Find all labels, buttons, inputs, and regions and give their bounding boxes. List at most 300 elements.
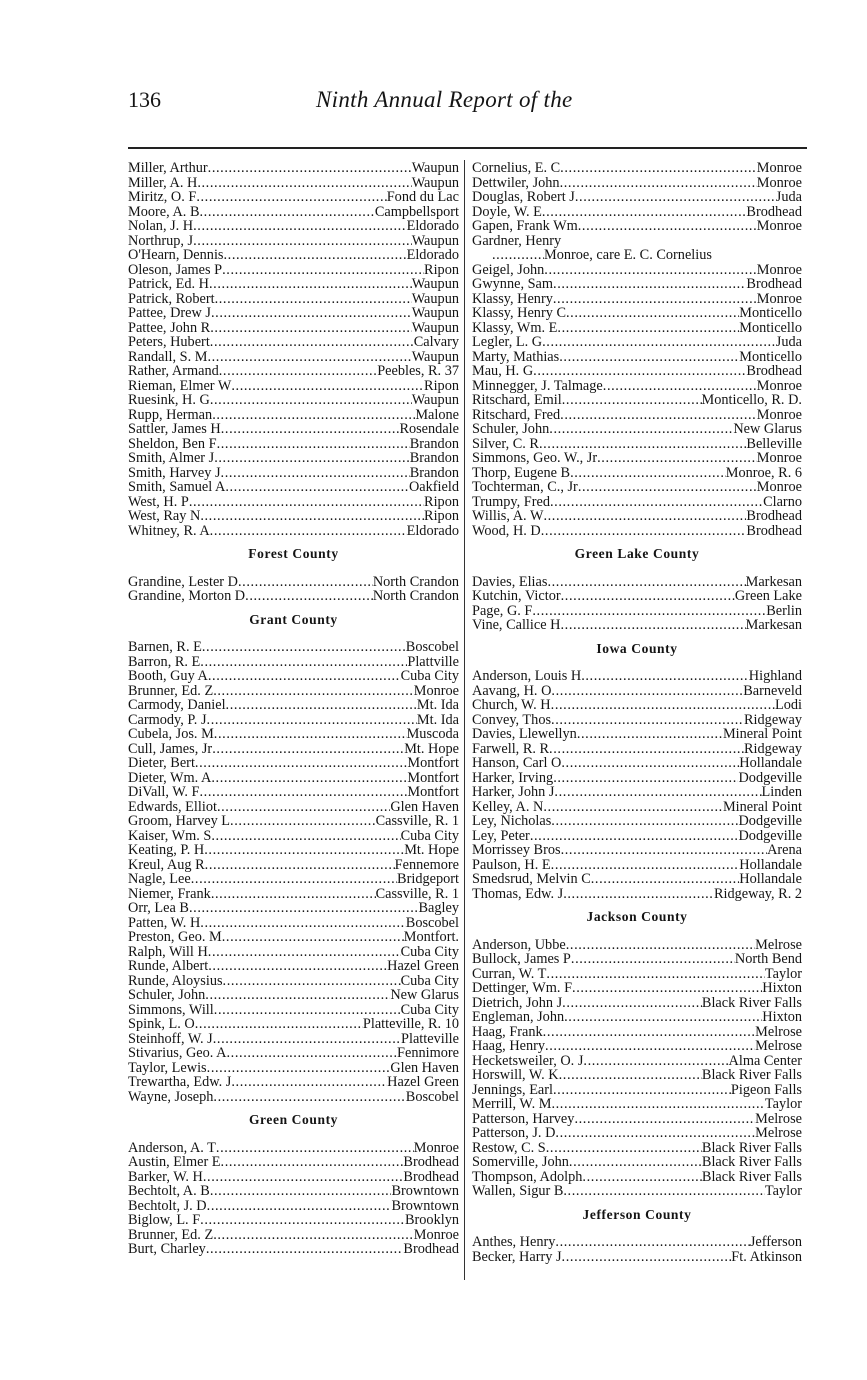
entry-place: Montfort [407,785,459,800]
entry-place: Ripon [424,509,459,524]
entry-name: Mau, H. G [472,364,534,379]
entry-name: Harker, John J [472,785,555,800]
dot-leader [561,843,768,858]
dot-leader [203,1170,404,1185]
entry-place: Cuba City [400,1002,459,1017]
entry-name: Aavang, H. O [472,683,552,698]
list-item [472,938,802,953]
county-section [472,547,802,633]
dot-leader [591,872,740,887]
list-item [128,190,459,205]
list-item [128,829,459,844]
entry-list [472,161,802,538]
dot-leader [197,176,411,191]
list-item [472,350,802,365]
dot-leader [231,1075,387,1090]
list-item [472,843,802,858]
entry-name: Randall, S. M [128,349,208,364]
dot-leader [200,785,408,800]
dot-leader [539,437,746,452]
list-item [128,713,459,728]
dot-leader [214,727,407,742]
list-item [128,669,459,684]
entry-place: Highland [748,669,802,684]
entry-place: Monticello, R. D. [701,393,802,408]
entry-name: Schuler, John [472,422,550,437]
list-item [472,205,802,220]
entry-place: Lodi [774,698,802,713]
entry-name: Moore, A. B [128,204,200,219]
dot-leader [560,408,757,423]
list-item [128,887,459,902]
list-item [128,771,459,786]
entry-name: Whitney, R. A [128,523,210,538]
entry-name: Cornelius, E. C [472,161,561,176]
entry-name: Wallen, Sigur B [472,1184,564,1199]
entry-name: Curran, W. T [472,966,547,981]
dot-leader [570,466,726,481]
list-item [128,1046,459,1061]
entry-name: Dettinger, Wm. F [472,981,573,996]
dot-leader [208,161,412,176]
list-item [472,364,802,379]
entry-place: Waupun [411,349,459,364]
list-item [128,1228,459,1243]
entry-name: DiVall, W. F [128,785,200,800]
entry-name: Miller, Arthur [128,161,208,176]
entry-name: Ritschard, Fred [472,407,561,422]
entry-name: Somerville, John [472,1155,569,1170]
dot-leader [582,1170,702,1185]
entry-name: Thompson, Adolph [472,1169,583,1184]
county-section [128,613,459,1105]
entry-place: Hazel Green [387,1075,459,1090]
entry-place: Cuba City [400,944,459,959]
list-item [472,1184,802,1199]
list-item [472,248,802,263]
entry-place: Markesan [745,618,802,633]
dot-leader [545,1039,755,1054]
dot-leader [193,219,406,234]
entry-place: Campbellsport [374,204,459,219]
entry-name: Doyle, W. E [472,204,542,219]
list-item [472,604,802,619]
list-item [472,1025,802,1040]
entry-name: Willis, A. W [472,509,544,524]
entry-place: Berlin [766,603,802,618]
entry-place: Black River Falls [701,1068,802,1083]
entry-place: Waupun [411,233,459,248]
dot-leader [223,248,406,263]
list-item [472,575,802,590]
header-rule [128,147,807,149]
dot-leader [209,277,412,292]
list-item [128,575,459,590]
entry-name: Hecketsweiler, O. J [472,1053,584,1068]
entry-name: Gapen, Frank Wm [472,219,578,234]
entry-name: Horswill, W. K [472,1068,559,1083]
list-item [472,698,802,713]
entry-place: New Glarus [390,988,459,1003]
list-item [128,248,459,263]
dot-leader [550,495,763,510]
entry-place: Boscobel [405,915,459,930]
entry-place: Hixton [762,981,802,996]
entry-name: Northrup, J [128,233,194,248]
dot-leader [544,263,756,278]
entry-place: Waupun [411,161,459,176]
entry-name: Ley, Nicholas [472,814,552,829]
entry-name: Simmons, Geo. W., Jr [472,451,598,466]
entry-place: Mt. Ida [416,698,459,713]
entry-name: Minnegger, J. Talmage [472,378,603,393]
dot-leader [207,1199,392,1214]
list-item [128,524,459,539]
dot-leader [555,1126,755,1141]
list-item [128,655,459,670]
list-item [128,335,459,350]
dot-leader [546,967,764,982]
dot-leader [207,350,411,365]
entry-name: Ley, Peter [472,828,530,843]
county-section [128,1113,459,1257]
entry-name: Haag, Frank [472,1024,543,1039]
entry-place: Brodhead [746,204,802,219]
entry-name: Rieman, Elmer W [128,378,232,393]
list-item [128,234,459,249]
entry-name: Miller, A. H [128,175,198,190]
dot-leader [555,1235,749,1250]
list-item [128,1184,459,1199]
dot-leader [230,814,376,829]
dot-leader [557,321,739,336]
entry-place: Fennimore [397,1046,459,1061]
entry-name: Taylor, Lewis [128,1060,207,1075]
entry-place: Black River Falls [701,1169,802,1184]
entry-place: Ridgeway, R. 2 [713,886,802,901]
entry-place: Hollandale [739,756,802,771]
dot-leader [562,1250,732,1265]
entry-name: Vine, Callice H [472,618,561,633]
entry-place: Cassville, R. 1 [375,886,459,901]
entry-name: Steinhoff, W. J [128,1031,213,1046]
entry-name: Davies, Elias [472,574,548,589]
dot-leader [208,669,401,684]
county-heading: Green Lake County [574,546,700,561]
entry-place: Ridgeway [744,712,802,727]
entry-place: Glen Haven [390,1060,459,1075]
entry-place: Hollandale [739,857,802,872]
entry-name: Smith, Harvey J [128,465,221,480]
entry-name: Smith, Almer J [128,451,215,466]
entry-place: Clarno [763,494,802,509]
left-column [128,161,459,1257]
entry-name: Dieter, Wm. A [128,770,212,785]
list-item [472,981,802,996]
entry-name: Patten, W. H [128,915,201,930]
entry-place: Dodgeville [738,828,802,843]
dot-leader [231,379,424,394]
list-item [128,945,459,960]
list-item [472,618,802,633]
entry-place: Monticello [739,306,802,321]
entry-place: Brodhead [746,364,802,379]
list-item [128,364,459,379]
entry-name: Simmons, Will [128,1002,214,1017]
dot-leader [200,1213,405,1228]
entry-place: Markesan [745,574,802,589]
list-item [128,785,459,800]
dot-leader [210,335,414,350]
dot-leader [553,292,757,307]
list-item [128,1032,459,1047]
dot-leader [221,422,400,437]
entry-place: Mineral Point [722,799,802,814]
dot-leader [542,335,776,350]
entry-place: Brodhead [746,523,802,538]
entry-name: Paulson, H. E [472,857,551,872]
entry-place: Green Lake [734,589,802,604]
dot-leader [213,684,414,699]
entry-name: Preston, Geo. M [128,930,222,945]
list-item [472,437,802,452]
entry-place: Juda [775,190,802,205]
dot-leader [207,713,417,728]
list-item [472,277,802,292]
list-item [128,292,459,307]
list-item [128,988,459,1003]
list-item [128,422,459,437]
entry-place: Fennemore [394,857,459,872]
list-item [128,916,459,931]
dot-leader [551,713,744,728]
dot-leader [549,742,744,757]
dot-leader [207,1061,391,1076]
entry-name: Trumpy, Fred [472,494,550,509]
entry-name: Barron, R. E [128,654,201,669]
entry-place: Montfort [407,756,459,771]
dot-leader [205,988,390,1003]
dot-leader [195,1017,363,1032]
entry-place: Calvary [413,335,459,350]
dot-leader [569,1155,702,1170]
list-item [472,1068,802,1083]
dot-leader [553,277,746,292]
entry-name: Anderson, Ubbe [472,937,566,952]
entry-name: Austin, Elmer E [128,1155,221,1170]
dot-leader [533,364,746,379]
list-item [128,1199,459,1214]
entry-name: Cubela, Jos. M [128,727,214,742]
entry-name: Becker, Harry J [472,1249,562,1264]
dot-leader [212,742,404,757]
entry-name: Smedsrud, Melvin C [472,872,591,887]
list-item [128,727,459,742]
entry-place: Waupun [411,291,459,306]
entry-name: Stivarius, Geo. A [128,1046,227,1061]
entry-place: Melrose [755,1039,802,1054]
dot-leader [223,974,401,989]
list-item [472,1010,802,1025]
entry-name: Patrick, Robert [128,291,215,306]
dot-leader [564,1010,762,1025]
entry-place: Monroe [756,175,802,190]
entry-name: Sattler, James H [128,422,221,437]
right-column [472,161,802,1264]
list-item [472,219,802,234]
dot-leader [554,785,761,800]
entry-place: Monroe [756,407,802,422]
entry-name: Legler, L. G [472,335,543,350]
entry-name: Smith, Samuel A [128,480,226,495]
entry-name: West, Ray N [128,509,201,524]
county-heading: Iowa County [596,640,678,656]
entry-place: Waupun [411,277,459,292]
dot-leader [566,938,755,953]
dot-leader [196,190,386,205]
dot-leader [222,930,404,945]
list-item [128,1003,459,1018]
entry-name: Bullock, James P [472,952,571,967]
entry-name: Kreul, Aug R [128,857,205,872]
entry-name: Schuler, John [128,988,206,1003]
entry-name: Rupp, Herman [128,407,213,422]
dot-leader [603,379,757,394]
list-item [128,437,459,452]
county-heading: Forest County [248,546,339,561]
entry-place: Cuba City [400,828,459,843]
list-item [472,321,802,336]
county-section [472,910,802,1199]
dot-leader [563,1184,765,1199]
list-item [472,756,802,771]
entry-place: Brandon [409,436,459,451]
list-item [472,684,802,699]
dot-leader [547,575,745,590]
entry-place: Monticello [739,349,802,364]
list-item [472,1155,802,1170]
dot-leader [221,1155,404,1170]
dot-leader [210,524,407,539]
list-item [128,901,459,916]
entry-place: Brandon [409,451,459,466]
dot-leader [213,1228,414,1243]
dot-leader [560,161,757,176]
dot-leader [245,589,373,604]
list-item [472,858,802,873]
list-item [128,1242,459,1257]
entry-name: Kaiser, Wm. S [128,828,212,843]
dot-leader [193,234,412,249]
list-item [128,800,459,815]
entry-name: Bechtolt, A. B [128,1184,210,1199]
entry-name: Nagle, Lee [128,872,191,887]
dot-leader [217,437,410,452]
list-item [128,350,459,365]
list-item [472,1083,802,1098]
entry-place: Mt. Ida [416,712,459,727]
dot-leader [560,618,745,633]
list-item [472,524,802,539]
entry-name: Silver, C. R [472,436,539,451]
county-heading: Jackson County [586,909,688,924]
county-section [472,642,802,902]
entry-place: Hixton [762,1010,802,1025]
list-item [472,952,802,967]
entry-place: Fond du Lac [386,190,459,205]
dot-leader [551,814,738,829]
list-item [472,1235,802,1250]
entry-place: Monroe [756,161,802,176]
dot-leader [210,1184,392,1199]
dot-leader [225,480,409,495]
list-item [472,1039,802,1054]
dot-leader [541,524,747,539]
list-item [128,858,459,873]
entry-place: Monroe [413,683,459,698]
entry-place: Monroe [756,451,802,466]
entry-place: Brandon [409,465,459,480]
list-item [128,321,459,336]
dot-leader [200,655,407,670]
entry-name: Tochterman, C., Jr [472,480,578,495]
entry-name: Kelley, A. N [472,799,544,814]
dot-leader [562,393,702,408]
entry-place: Peebles, R. 37 [377,364,459,379]
list-item [128,263,459,278]
entry-name: Groom, Harvey L [128,814,231,829]
entry-place: Black River Falls [701,995,802,1010]
dot-leader [238,575,373,590]
entry-list [128,161,459,538]
entry-place: Brodhead [403,1155,459,1170]
dot-leader [574,1112,755,1127]
entry-place: Monticello [739,320,802,335]
dot-leader [211,829,400,844]
entry-name: Dettwiler, John [472,175,560,190]
entry-place: Browntown [391,1198,459,1213]
entry-place: Mt. Hope [404,741,459,756]
list-item [128,1141,459,1156]
entry-place: Rosendale [399,422,459,437]
dot-leader [219,364,377,379]
entry-place: Ft. Atkinson [731,1249,802,1264]
entry-name: Carmody, Daniel [128,698,226,713]
entry-place: Platteville [401,1031,459,1046]
entry-place: Bagley [418,901,459,916]
entry-name: Page, G. F [472,603,533,618]
list-item [472,379,802,394]
entry-place: Montfort. [403,930,459,945]
list-item [128,219,459,234]
dot-leader [221,466,410,481]
entry-place: Melrose [755,1024,802,1039]
dot-leader [563,887,714,902]
entry-place: Jefferson [749,1235,802,1250]
dot-leader [553,771,738,786]
dot-leader [222,263,424,278]
entry-name: Brunner, Ed. Z [128,1227,214,1242]
entry-name: Kutchin, Victor [472,589,561,604]
dot-leader [551,684,743,699]
entry-place: Alma Center [728,1053,802,1068]
entry-name: Patterson, J. D [472,1126,556,1141]
entry-name: Orr, Lea B [128,901,189,916]
entry-place: Monroe [756,480,802,495]
dot-leader [208,945,401,960]
list-item [472,1112,802,1127]
dot-leader [543,1025,755,1040]
